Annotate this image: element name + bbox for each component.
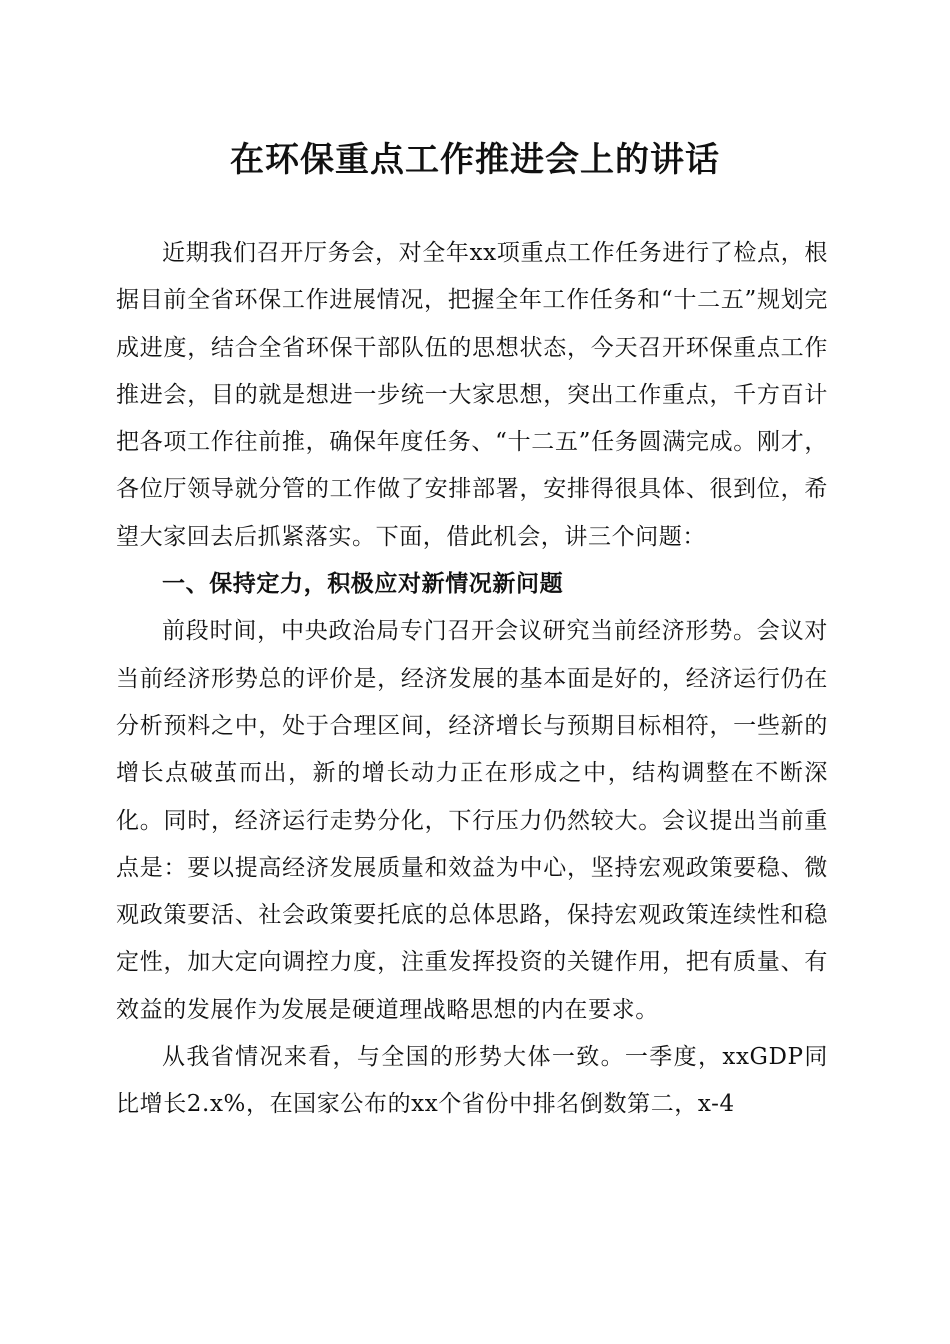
paragraph-economic-situation: 前段时间，中央政治局专门召开会议研究当前经济形势。会议对当前经济形势总的评价是，经济发展的基本面是好的，经济运行仍在分析预料之中，处于合理区间，经济增长与预期目标相符，一些新的增长点破茧而出，新的增长动力正在形成之中，结构调整在不断深化。同时，经济运行走势分化，下行压力仍然较大。会议提出当前重点是：要以提高经济发展质量和效益为中心，坚持宏观政策要稳、微观政策要活、社会政策要托底的总体思路，保持宏观政策连续性和稳定性，加大定向调控力度，注重发挥投资的关键作用，把有质量、有效益的发展作为发展是硬道理战略思想的内在要求。: [116, 618, 828, 1023]
paragraph-province-situation: 从我省情况来看，与全国的形势大体一致。一季度，xxGDP同比增长2.x%，在国家公布的xx个省份中排名倒数第二，x-4: [116, 1044, 828, 1118]
document-title: 在环保重点工作推进会上的讲话: [230, 140, 720, 180]
paragraph-intro: 近期我们召开厅务会，对全年xx项重点工作任务进行了检点，根据目前全省环保工作进展情况，把握全年工作任务和“十二五”规划完成进度，结合全省环保干部队伍的思想状态，今天召开环保重点工作推进会，目的就是想进一步统一大家思想，突出工作重点，千方百计把各项工作往前推，确保年度任务、“十二五”任务圆满完成。刚才，各位厅领导就分管的工作做了安排部署，安排得很具体、很到位，希望大家回去后抓紧落实。下面，借此机会，讲三个问题：: [116, 240, 828, 550]
section-heading-1: 一、保持定力，积极应对新情况新问题: [162, 571, 564, 598]
document-body: [116, 230, 828, 1129]
